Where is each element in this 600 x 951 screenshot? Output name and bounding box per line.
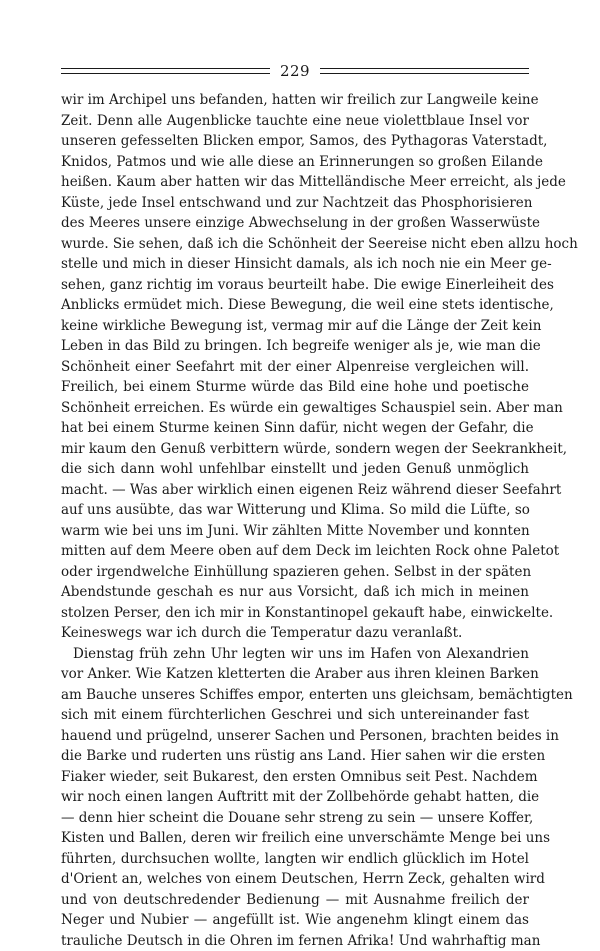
text-line: und von deutschredender Bedienung — mit Ausnahme freilich der [61, 890, 529, 911]
text-line: warm wie bei uns im Juni. Wir zählten Mitte November und konnten [61, 521, 529, 542]
text-line: Knidos, Patmos und wie alle diese an Erinnerungen so großen Eilande [61, 152, 529, 173]
text-line: Dienstag früh zehn Uhr legten wir uns im Hafen von Alexandrien [61, 644, 529, 665]
page-number: 229 [270, 58, 320, 84]
running-head [61, 58, 529, 84]
text-line: wir im Archipel uns befanden, hatten wir freilich zur Langweile keine [61, 90, 529, 111]
text-line: die sich dann wohl unfehlbar einstellt und jeden Genuß unmöglich [61, 459, 529, 480]
text-line: sich mit einem fürchterlichen Geschrei und sich untereinander fast [61, 705, 529, 726]
text-line: hat bei einem Sturme keinen Sinn dafür, nicht wegen der Gefahr, die [61, 418, 529, 439]
text-line: stelle und mich in dieser Hinsicht damals, als ich noch nie ein Meer ge- [61, 254, 529, 275]
text-line: macht. — Was aber wirklich einen eigenen Reiz während dieser Seefahrt [61, 480, 529, 501]
text-line: die Barke und ruderten uns rüstig ans Land. Hier sahen wir die ersten [61, 746, 529, 767]
header-rule-left [61, 68, 270, 74]
book-page [61, 58, 529, 951]
text-line: unseren gefesselten Blicken empor, Samos, des Pythagoras Vaterstadt, [61, 131, 529, 152]
paragraph [61, 90, 529, 644]
text-line: mitten auf dem Meere oben auf dem Deck im leichten Rock ohne Paletot [61, 541, 529, 562]
text-line: d'Orient an, welches von einem Deutschen, Herrn Zeck, gehalten wird [61, 869, 529, 890]
text-line: — denn hier scheint die Douane sehr streng zu sein — unsere Koffer, [61, 808, 529, 829]
text-line: hauend und prügelnd, unserer Sachen und Personen, brachten beides in [61, 726, 529, 747]
text-line: Schönheit erreichen. Es würde ein gewaltiges Schauspiel sein. Aber man [61, 398, 529, 419]
text-line: Kisten und Ballen, deren wir freilich eine unverschämte Menge bei uns [61, 828, 529, 849]
text-line: mir kaum den Genuß verbittern würde, sondern wegen der Seekrankheit, [61, 439, 529, 460]
text-line: sehen, ganz richtig im voraus beurteilt habe. Die ewige Einerleiheit des [61, 275, 529, 296]
header-rule-right [320, 68, 529, 74]
text-line: Schönheit einer Seefahrt mit der einer Alpenreise vergleichen will. [61, 357, 529, 378]
paragraph [61, 644, 529, 951]
text-line: heißen. Kaum aber hatten wir das Mittelländische Meer erreicht, als jede [61, 172, 529, 193]
text-line: am Bauche unseres Schiffes empor, enterten uns gleichsam, bemächtigten [61, 685, 529, 706]
text-line: Freilich, bei einem Sturme würde das Bild eine hohe und poetische [61, 377, 529, 398]
text-line: des Meeres unsere einzige Abwechselung in der großen Wasserwüste [61, 213, 529, 234]
text-line: oder irgendwelche Einhüllung spazieren gehen. Selbst in der späten [61, 562, 529, 583]
text-line: auf uns ausübte, das war Witterung und Klima. So mild die Lüfte, so [61, 500, 529, 521]
text-line: keine wirkliche Bewegung ist, vermag mir auf die Länge der Zeit kein [61, 316, 529, 337]
text-line: Fiaker wieder, seit Bukarest, den ersten Omnibus seit Pest. Nachdem [61, 767, 529, 788]
text-line: vor Anker. Wie Katzen kletterten die Araber aus ihren kleinen Barken [61, 664, 529, 685]
body-text [61, 90, 529, 951]
text-line: Leben in das Bild zu bringen. Ich begreife weniger als je, wie man die [61, 336, 529, 357]
text-line: Küste, jede Insel entschwand und zur Nachtzeit das Phosphorisieren [61, 193, 529, 214]
text-line: trauliche Deutsch in die Ohren im fernen Afrika! Und wahrhaftig man [61, 931, 529, 951]
text-line: Neger und Nubier — angefüllt ist. Wie angenehm klingt einem das [61, 910, 529, 931]
text-line: wir noch einen langen Auftritt mit der Zollbehörde gehabt hatten, die [61, 787, 529, 808]
text-line: Abendstunde geschah es nur aus Vorsicht, daß ich mich in meinen [61, 582, 529, 603]
text-line: stolzen Perser, den ich mir in Konstantinopel gekauft habe, einwickelte. [61, 603, 529, 624]
text-line: wurde. Sie sehen, daß ich die Schönheit der Seereise nicht eben allzu hoch [61, 234, 529, 255]
text-line: Anblicks ermüdet mich. Diese Bewegung, die weil eine stets identische, [61, 295, 529, 316]
text-line: Keineswegs war ich durch die Temperatur dazu veranlaßt. [61, 623, 529, 644]
text-line: Zeit. Denn alle Augenblicke tauchte eine neue violettblaue Insel vor [61, 111, 529, 132]
text-line: führten, durchsuchen wollte, langten wir endlich glücklich im Hotel [61, 849, 529, 870]
